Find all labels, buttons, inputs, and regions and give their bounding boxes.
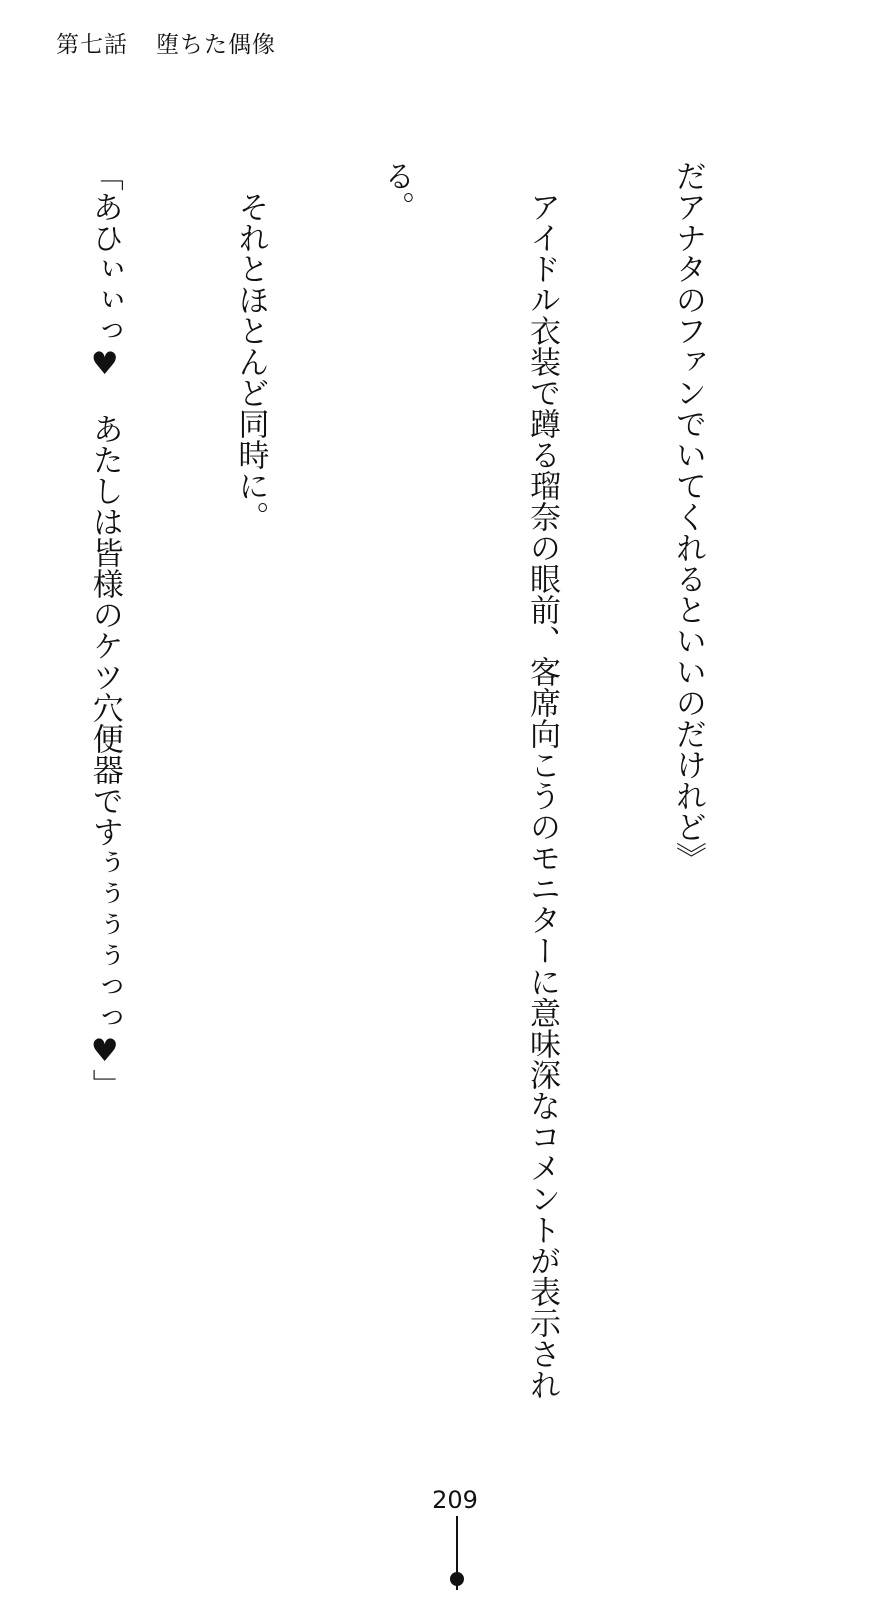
text-line: だアナタのファンでいてくれるといいのだけれど》 [669,160,706,873]
page-marker-dot [450,1572,464,1586]
chapter-number: 第七話 [56,32,128,58]
page-number: 209 [432,1486,478,1514]
text-line: アイドル衣装で蹲る瑠奈の眼前、客席向こうのモニターに意味深なコメントが表示され [524,160,561,1400]
text-line: る。 [378,160,415,222]
text-line: それとほとんど同時に。 [232,160,269,532]
text-line: 「あひぃぃっ♥ あたしは皆様のケツ穴便器ですぅぅぅぅっっ♥」 [86,160,123,1100]
chapter-header [56,26,276,59]
chapter-title: 堕ちた偶像 [156,32,276,58]
vertical-text-body [0,160,809,1400]
